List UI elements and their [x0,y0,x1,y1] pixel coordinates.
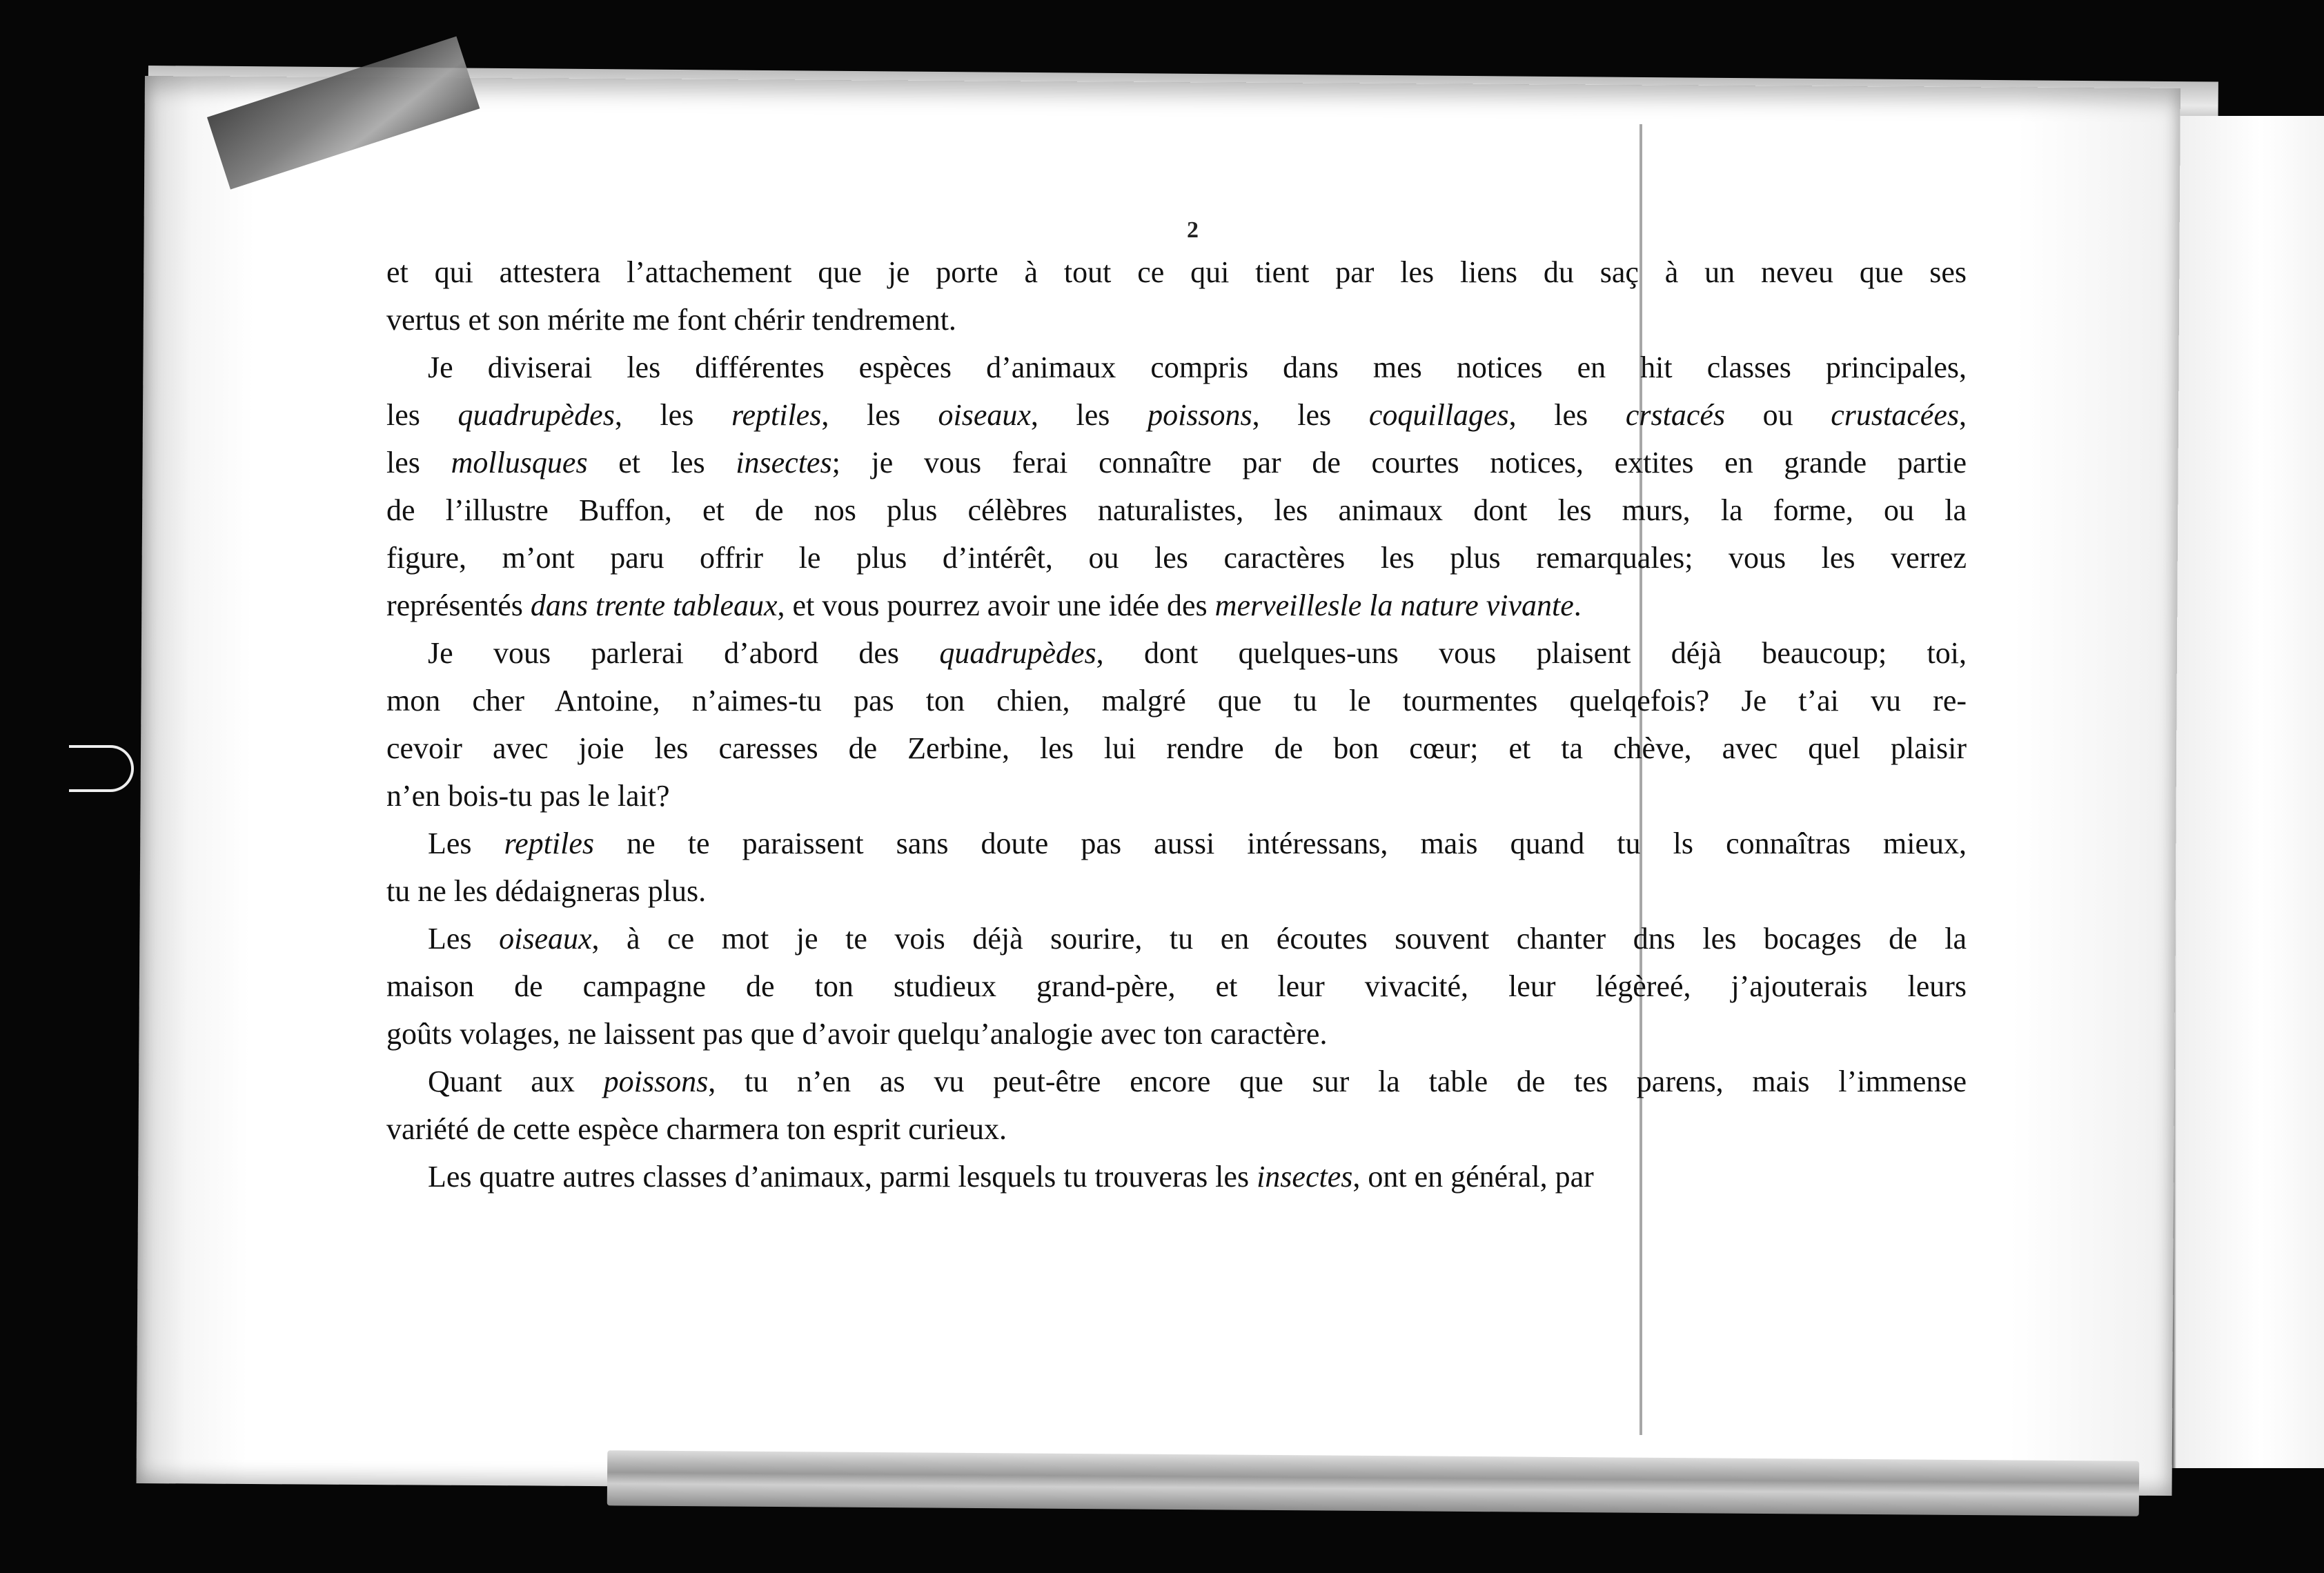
italic-term: coquillages [1368,398,1509,432]
italic-term: poissons [1148,398,1252,432]
text-run: Je vous parlerai d’abord des [428,636,940,670]
text-line [386,582,1967,629]
italic-term: insectes [736,446,832,479]
text-run: tu ne les dédaigneras plus. [386,874,707,908]
text-run: Les [428,827,504,860]
text-line [386,820,1967,867]
text-run: , les [614,398,731,432]
text-line [386,296,1967,344]
text-line [386,677,1967,724]
italic-term: reptiles [504,827,594,860]
text-line [386,724,1967,772]
text-line [386,1058,1967,1105]
text-run: figure, m’ont paru offrir le plus d’intérêt, ou les caractères les plus remarquales; vous les verrez [386,541,1967,575]
text-run: maison de campagne de ton studieux grand-père, et leur vivacité, leur légèreé, j’ajouterais leurs [386,969,1967,1003]
text-run: et les [587,446,736,479]
italic-term: quadrupèdes [457,398,615,432]
italic-term: reptiles [731,398,822,432]
italic-term: insectes [1257,1160,1353,1194]
italic-term: dans trente tableaux [530,588,778,622]
text-run: ne te paraissent sans doute pas aussi intéressans, mais quand tu ls connaîtras mieux, [594,827,1967,860]
binding-thread [69,745,134,792]
text-run: , les [821,398,938,432]
italic-term: oiseaux [938,398,1031,432]
page-number: 2 [1187,217,1199,243]
text-line [386,915,1967,962]
text-run: goûts volages, ne laissent pas que d’avoir quelqu’analogie avec ton caractère. [386,1017,1328,1051]
text-line [386,1153,1967,1200]
text-line [386,439,1967,486]
text-run: , ont en général, par [1352,1160,1594,1194]
text-run: , et vous pourrez avoir une idée des [777,588,1215,622]
text-line [386,534,1967,582]
text-run: mon cher Antoine, n’aimes-tu pas ton chien, malgré que tu le tourmentes quelqefois? Je t’ai vu re- [386,684,1967,718]
text-run: , à ce mot je te vois déjà sourire, tu en écoutes souvent chanter dns les bocages de la [591,922,1967,956]
italic-term: poissons [603,1065,709,1098]
text-line [386,867,1967,915]
text-run: représentés [386,588,531,622]
text-run: variété de cette espèce charmera ton esprit curieux. [386,1112,1007,1146]
italic-term: crstacés [1625,398,1726,432]
text-run: , [1959,398,1967,432]
text-run: et qui attestera l’attachement que je porte à tout ce qui tient par les liens du saç à un neveu que ses [386,255,1967,289]
text-run: vertus et son mérite me font chérir tendrement. [386,303,956,337]
text-line [386,962,1967,1010]
text-run: , les [1030,398,1148,432]
text-run: n’en bois-tu pas le lait? [386,779,670,813]
italic-term: merveillesle la nature vivante [1214,588,1574,622]
text-line [386,248,1967,296]
text-run: , dont quelques-uns vous plaisent déjà beaucoup; toi, [1096,636,1967,670]
text-line [386,772,1967,820]
text-run: Les quatre autres classes d’animaux, parmi lesquels tu trouveras les [428,1160,1257,1194]
text-line [386,391,1967,439]
text-run: les [386,446,451,479]
italic-term: oiseaux [499,922,592,956]
text-line [386,629,1967,677]
text-run: les [386,398,458,432]
body-text [386,214,1967,1200]
text-line [386,344,1967,391]
book-right-leaf [2167,116,2324,1468]
italic-term: mollusques [451,446,588,479]
text-run: Les [428,922,500,956]
book-bottom-edge [607,1450,2140,1516]
text-run: . [1573,588,1582,622]
italic-term: crustacées [1831,398,1959,432]
text-run: , les [1252,398,1369,432]
text-run: ou [1725,398,1831,432]
text-run: , les [1508,398,1626,432]
text-run: Quant aux [428,1065,604,1098]
text-line [386,486,1967,534]
text-line [386,1105,1967,1153]
text-run: ; je vous ferai connaître par de courtes notices, extites en grande partie [831,446,1967,479]
text-run: cevoir avec joie les caresses de Zerbine, les lui rendre de bon cœur; et ta chève, avec quel plaisir [386,731,1967,765]
text-run: Je diviserai les différentes espèces d’animaux compris dans mes notices en hit classes principales, [428,350,1967,384]
text-line [386,1010,1967,1058]
text-run: , tu n’en as vu peut-être encore que sur la table de tes parens, mais l’immense [708,1065,1967,1098]
italic-term: quadrupèdes [939,636,1096,670]
text-run: de l’illustre Buffon, et de nos plus célèbres naturalistes, les animaux dont les murs, la forme, ou la [386,493,1967,527]
